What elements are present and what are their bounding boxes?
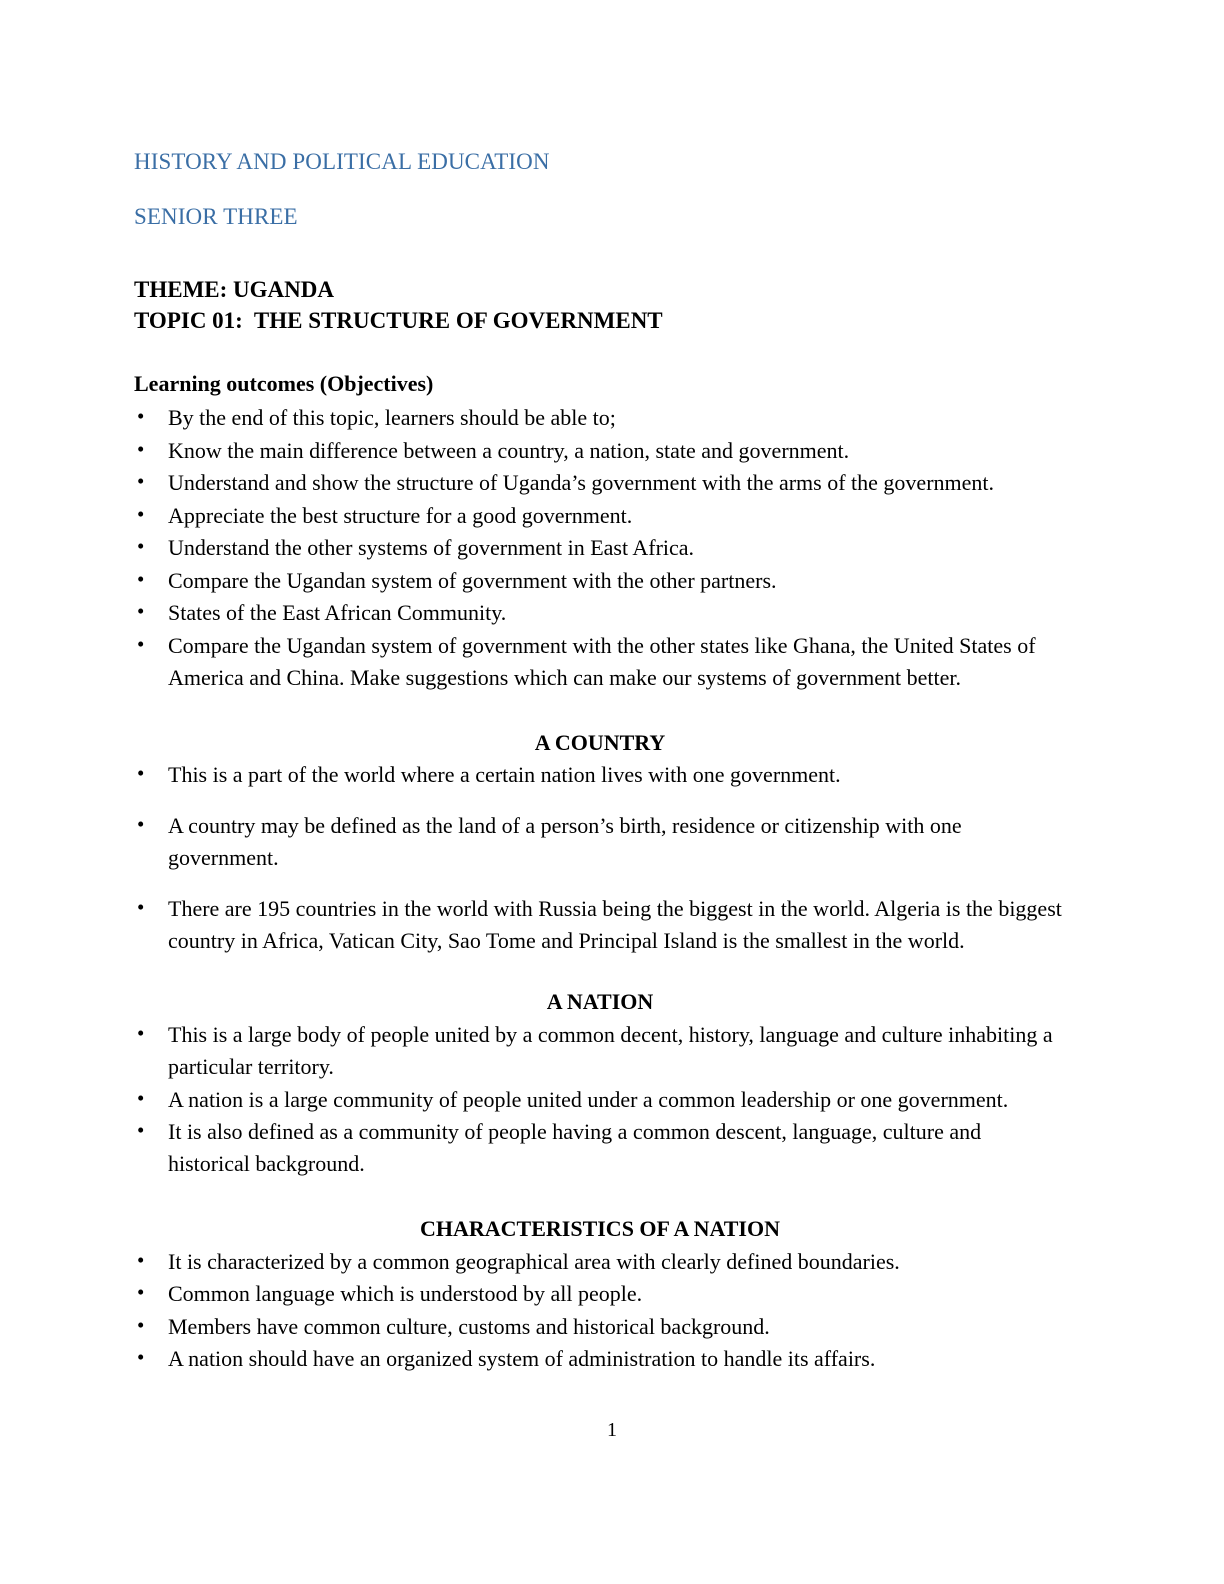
section-heading-a-country: A COUNTRY bbox=[534, 729, 666, 755]
list-item: • It is also defined as a community of people having a common descent, language, culture and historical background. bbox=[134, 1116, 1066, 1180]
list-item: • Understand and show the structure of Uganda’s government with the arms of the government. bbox=[134, 467, 1066, 499]
topic-line: TOPIC 01: THE STRUCTURE OF GOVERNMENT bbox=[134, 307, 663, 333]
list-item: • A nation should have an organized system of administration to handle its affairs. bbox=[134, 1343, 1066, 1375]
course-title: HISTORY AND POLITICAL EDUCATION bbox=[134, 149, 550, 174]
theme-line: THEME: UGANDA bbox=[134, 277, 334, 303]
section-heading-a-nation: A NATION bbox=[546, 989, 654, 1015]
page-number: 1 bbox=[607, 1419, 617, 1441]
list-item: • It is characterized by a common geographical area with clearly defined boundaries. bbox=[134, 1246, 1066, 1278]
list-item: • A country may be defined as the land of a person’s birth, residence or citizenship with one government. bbox=[134, 810, 1066, 874]
section-heading-characteristics-of-a-nation: CHARACTERISTICS OF A NATION bbox=[419, 1216, 780, 1241]
document-body bbox=[134, 150, 1066, 1376]
list-item: • States of the East African Community. bbox=[134, 597, 1066, 629]
theme-topic-block bbox=[134, 275, 1066, 336]
list-item: • A nation is a large community of people united under a common leadership or one government. bbox=[134, 1084, 1066, 1116]
a-country-list bbox=[134, 759, 1066, 957]
characteristics-of-a-nation-list bbox=[134, 1246, 1066, 1376]
list-item: • This is a part of the world where a certain nation lives with one government. bbox=[134, 759, 1066, 791]
list-item: • This is a large body of people united by a common decent, history, language and culture inhabiting a particular territory. bbox=[134, 1019, 1066, 1083]
list-item: • Know the main difference between a country, a nation, state and government. bbox=[134, 435, 1066, 467]
list-item: • Members have common culture, customs and historical background. bbox=[134, 1311, 1066, 1343]
list-item: • By the end of this topic, learners should be able to; bbox=[134, 402, 1066, 434]
list-item: • There are 195 countries in the world with Russia being the biggest in the world. Algeria is the biggest country in Africa, Vatican City, Sao Tome and Principal Island is the smallest in the world. bbox=[134, 893, 1066, 957]
learning-outcomes-heading: Learning outcomes (Objectives) bbox=[134, 371, 434, 397]
course-level: SENIOR THREE bbox=[134, 204, 298, 230]
a-nation-list bbox=[134, 1019, 1066, 1180]
learning-outcomes-list bbox=[134, 402, 1066, 694]
list-item: • Compare the Ugandan system of government with the other states like Ghana, the United States of America and China. Make suggestions which can make our systems of government better. bbox=[134, 630, 1066, 694]
list-item: • Compare the Ugandan system of government with the other partners. bbox=[134, 565, 1066, 597]
list-item: • Common language which is understood by all people. bbox=[134, 1278, 1066, 1310]
list-item: • Understand the other systems of government in East Africa. bbox=[134, 532, 1066, 564]
list-item: • Appreciate the best structure for a good government. bbox=[134, 500, 1066, 532]
